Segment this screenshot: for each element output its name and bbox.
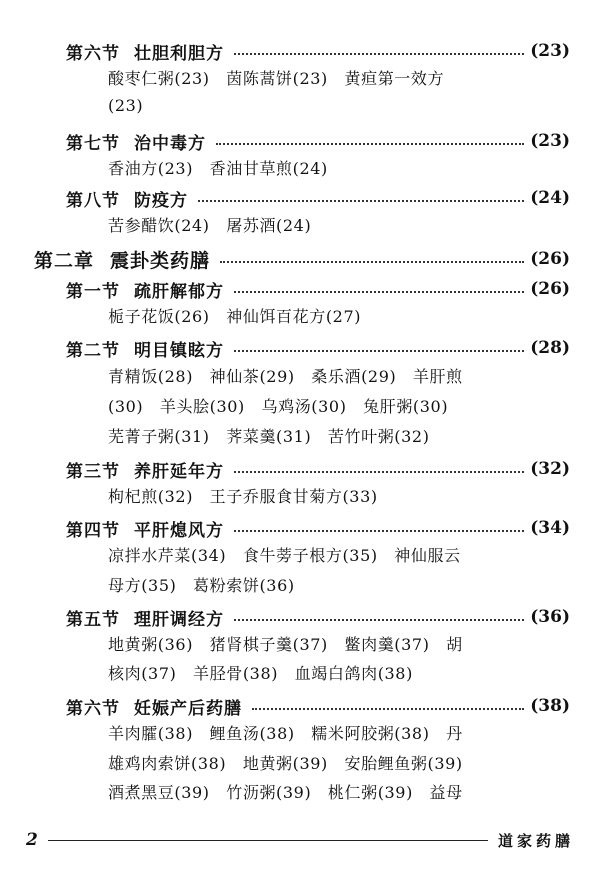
page-number: (36)	[530, 607, 570, 627]
toc-section-entry[interactable]	[0, 513, 600, 543]
toc-subentries-line: 羊肉臛(38) 鲤鱼汤(38) 糯米阿胶粥(38) 丹	[108, 724, 463, 743]
footer-page-number: 2	[26, 830, 38, 850]
chapter-title: 震卦类药膳	[110, 249, 211, 272]
page-number: (34)	[530, 518, 570, 538]
section-label: 第七节	[66, 133, 120, 154]
dot-leader	[234, 291, 524, 293]
toc-subentries-line: 枸杞煎(32) 王子乔服食甘菊方(33)	[108, 487, 378, 506]
toc-subentries-line: 酒煮黑豆(39) 竹沥粥(39) 桃仁粥(39) 益母	[108, 783, 463, 802]
toc-subentries-line: 青精饭(28) 神仙茶(29) 桑乐酒(29) 羊肝煎	[108, 367, 463, 386]
section-label: 第八节	[66, 190, 120, 211]
section-title: 治中毒方	[134, 133, 206, 154]
dot-leader	[234, 619, 524, 621]
section-label: 第六节	[66, 43, 120, 64]
toc-subentries-line: 母方(35) 葛粉索饼(36)	[108, 576, 295, 595]
toc-subentries-line: 苦参醋饮(24) 屠苏酒(24)	[108, 216, 312, 235]
dot-leader	[234, 350, 524, 352]
section-title: 防疫方	[134, 190, 188, 211]
section-title: 养肝延年方	[134, 461, 224, 482]
toc-section-entry[interactable]	[0, 274, 600, 304]
section-title: 平肝熄风方	[134, 520, 224, 541]
section-label: 第三节	[66, 461, 120, 482]
toc-subentries-line: 香油方(23) 香油甘草煎(24)	[108, 159, 328, 178]
toc-subentries-line: 凉拌水芹菜(34) 食牛蒡子根方(35) 神仙服云	[108, 546, 461, 565]
page-number: (24)	[530, 188, 570, 208]
dot-leader	[234, 53, 524, 55]
section-title: 明目镇眩方	[134, 340, 224, 361]
toc-subentries-line: 酸枣仁粥(23) 茵陈蒿饼(23) 黄疸第一效方	[108, 69, 445, 88]
page-number: (32)	[530, 459, 570, 479]
toc-subentries-line: 地黄粥(36) 猪肾棋子羹(37) 鳖肉羹(37) 胡	[108, 635, 463, 654]
page-number: (26)	[530, 249, 570, 269]
page-number: (38)	[530, 696, 570, 716]
page-number: (28)	[530, 338, 570, 358]
section-label: 第一节	[66, 281, 120, 302]
toc-subentries-line: 芜菁子粥(31) 荠菜羹(31) 苦竹叶粥(32)	[108, 427, 430, 446]
page-footer	[26, 828, 574, 852]
dot-leader	[234, 530, 524, 532]
toc-section-entry[interactable]	[0, 36, 600, 66]
footer-book-title: 道家药膳	[497, 831, 574, 850]
page-number: (23)	[530, 41, 570, 61]
toc-section-entry[interactable]	[0, 602, 600, 632]
toc-section-entry[interactable]	[0, 333, 600, 363]
section-label: 第五节	[66, 609, 120, 630]
dot-leader	[234, 471, 524, 473]
dot-leader	[220, 261, 524, 263]
toc-subentries-line: 核肉(37) 羊胫骨(38) 血竭白鸽肉(38)	[108, 664, 413, 683]
page-number: (23)	[530, 131, 570, 151]
dot-leader	[216, 143, 524, 145]
section-label: 第六节	[66, 698, 120, 719]
toc-subentries-line: (30) 羊头脍(30) 乌鸡汤(30) 兔肝粥(30)	[108, 397, 449, 416]
toc-section-entry[interactable]	[0, 454, 600, 484]
toc-section-entry[interactable]	[0, 183, 600, 213]
section-title: 疏肝解郁方	[134, 281, 224, 302]
footer-rule	[48, 840, 488, 841]
section-title: 妊娠产后药膳	[134, 698, 242, 719]
section-label: 第二节	[66, 340, 120, 361]
chapter-label: 第二章	[34, 249, 95, 272]
toc-section-entry[interactable]	[0, 691, 600, 721]
dot-leader	[252, 708, 524, 710]
toc-chapter-entry[interactable]	[0, 244, 600, 274]
toc-subentries-line: 栀子花饭(26) 神仙饵百花方(27)	[108, 307, 362, 326]
dot-leader	[198, 200, 524, 202]
section-title: 理肝调经方	[134, 609, 224, 630]
toc-subentries-line: (23)	[108, 96, 144, 115]
toc-section-entry[interactable]	[0, 126, 600, 156]
page-number: (26)	[530, 279, 570, 299]
toc-subentries-line: 雄鸡肉索饼(38) 地黄粥(39) 安胎鲤鱼粥(39)	[108, 754, 463, 773]
section-label: 第四节	[66, 520, 120, 541]
section-title: 壮胆利胆方	[134, 43, 224, 64]
